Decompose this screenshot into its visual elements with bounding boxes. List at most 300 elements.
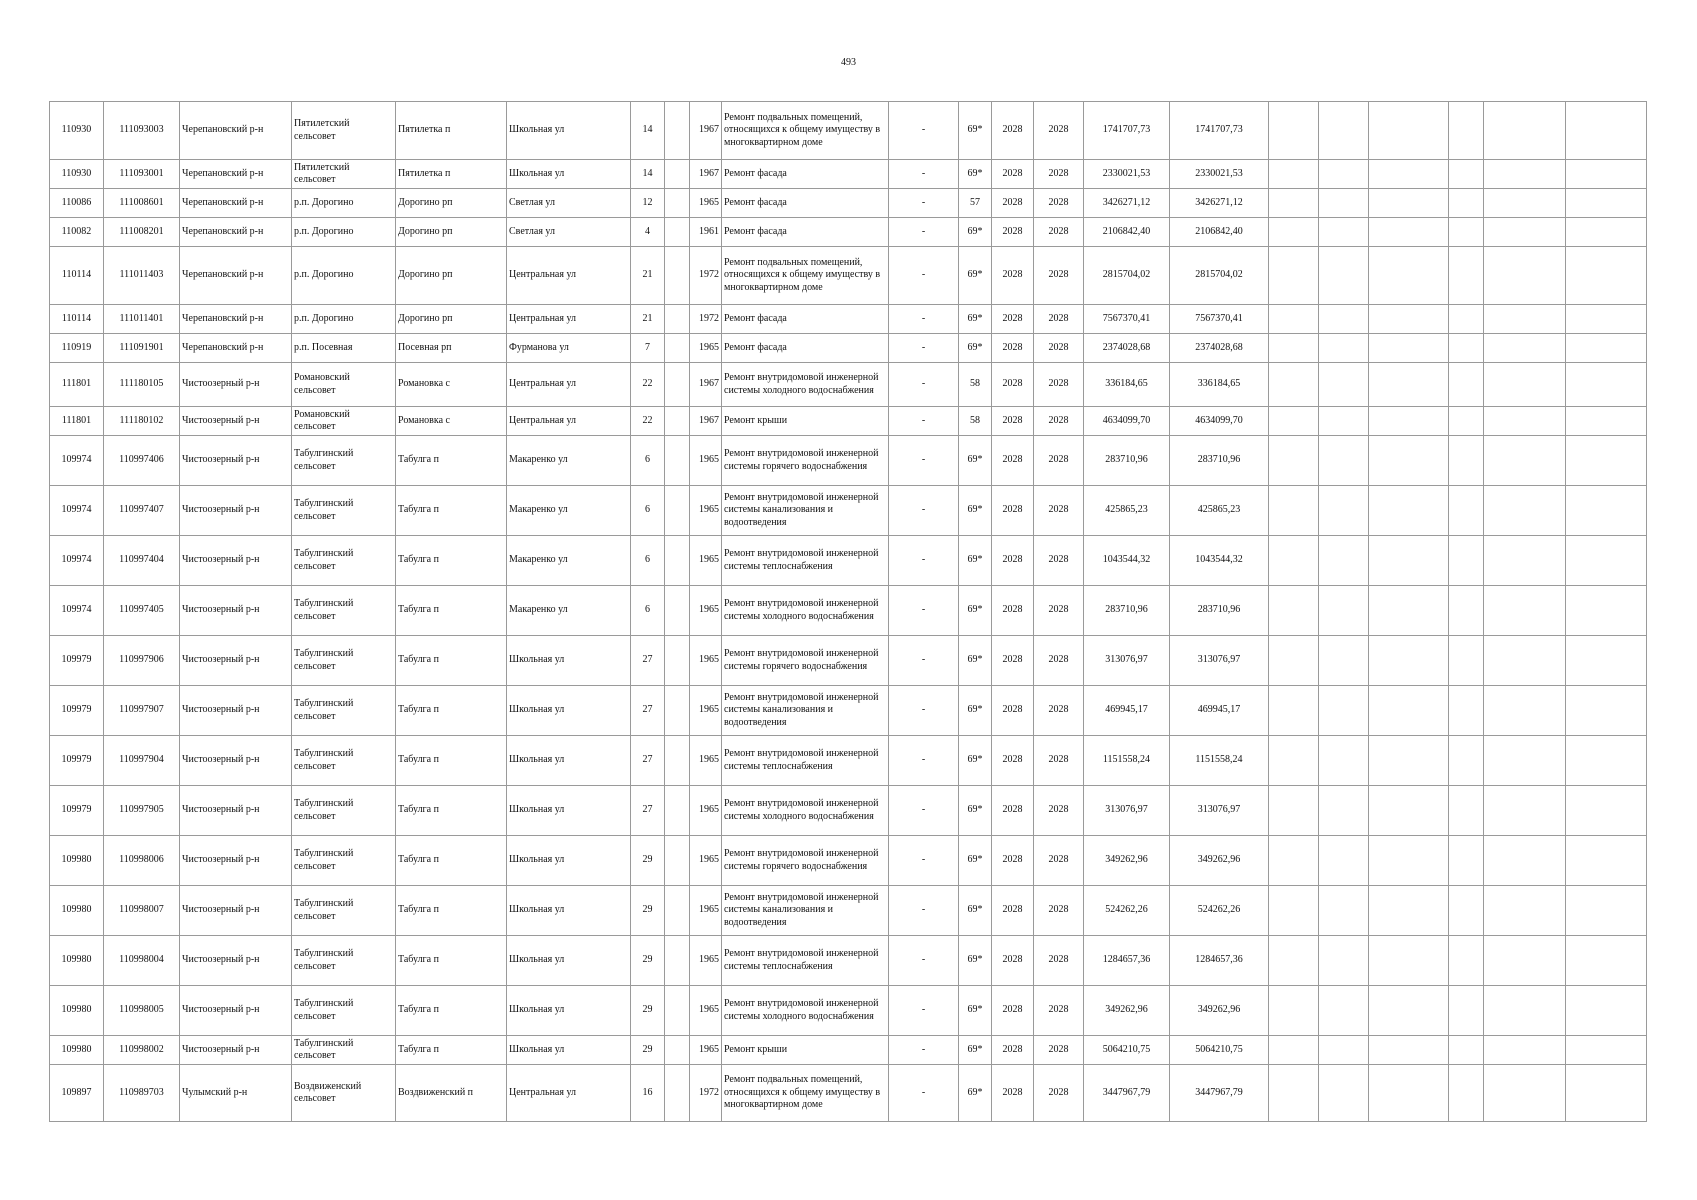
cell-work-id: 111093003 [104,102,180,160]
cell-cost-total: 283710,96 [1084,436,1170,486]
cell-locality: Табулга п [396,536,507,586]
cell-cost-fund: 3447967,79 [1170,1065,1269,1122]
cell-house-id: 110930 [50,160,104,189]
cell-street: Школьная ул [507,786,631,836]
cell-empty [1369,886,1449,936]
cell-locality: Дорогино рп [396,247,507,305]
cell-work-type: Ремонт внутридомовой инженерной системы холодного водоснабжения [722,986,889,1036]
cell-cost-total: 336184,65 [1084,363,1170,407]
cell-empty [1319,936,1369,986]
cell-house-number: 6 [631,586,665,636]
cell-cost-fund: 1151558,24 [1170,736,1269,786]
cell-empty [1484,986,1566,1036]
cell-house-number: 22 [631,407,665,436]
cell-empty [1484,936,1566,986]
cell-plan-year: 2028 [992,334,1034,363]
cell-cost-fund: 349262,96 [1170,836,1269,886]
cell-empty [1269,189,1319,218]
cell-street: Светлая ул [507,189,631,218]
cell-settlement: Табулгинский сельсовет [292,536,396,586]
cell-wear-percent: 57 [959,189,992,218]
cell-work-id: 110998002 [104,1036,180,1065]
cell-empty [1449,363,1484,407]
cell-building [665,936,690,986]
cell-street: Школьная ул [507,836,631,886]
cell-empty [1269,886,1319,936]
cell-empty [1566,160,1647,189]
cell-work-id: 110997404 [104,536,180,586]
cell-district: Чистоозерный р-н [180,636,292,686]
cell-finish-year: 2028 [1034,247,1084,305]
cell-empty [1449,1036,1484,1065]
cell-house-id: 109980 [50,836,104,886]
cell-col-dash: - [889,986,959,1036]
cell-house-id: 109974 [50,536,104,586]
cell-empty [1449,986,1484,1036]
cell-finish-year: 2028 [1034,218,1084,247]
cell-settlement: Пятилетский сельсовет [292,102,396,160]
cell-house-number: 27 [631,636,665,686]
table-row [50,736,1647,786]
cell-building [665,102,690,160]
cell-col-dash: - [889,1036,959,1065]
cell-finish-year: 2028 [1034,334,1084,363]
cell-finish-year: 2028 [1034,986,1084,1036]
cell-house-id: 109980 [50,986,104,1036]
cell-empty [1484,218,1566,247]
cell-empty [1566,836,1647,886]
table-row [50,160,1647,189]
cell-empty [1269,407,1319,436]
cell-empty [1484,1065,1566,1122]
cell-work-type: Ремонт подвальных помещений, относящихся к общему имуществу в многоквартирном доме [722,102,889,160]
cell-empty [1449,586,1484,636]
cell-empty [1449,102,1484,160]
cell-empty [1319,407,1369,436]
cell-wear-percent: 69* [959,102,992,160]
cell-work-id: 110997904 [104,736,180,786]
cell-col-dash: - [889,436,959,486]
cell-work-type: Ремонт фасада [722,189,889,218]
table-row [50,407,1647,436]
cell-house-number: 29 [631,1036,665,1065]
table-row [50,536,1647,586]
cell-settlement: Табулгинский сельсовет [292,486,396,536]
table-row [50,486,1647,536]
cell-finish-year: 2028 [1034,102,1084,160]
cell-year-built: 1965 [690,836,722,886]
cell-wear-percent: 69* [959,305,992,334]
cell-empty [1369,407,1449,436]
cell-house-number: 21 [631,247,665,305]
cell-col-dash: - [889,160,959,189]
cell-empty [1449,936,1484,986]
cell-finish-year: 2028 [1034,836,1084,886]
cell-settlement: р.п. Дорогино [292,218,396,247]
cell-work-type: Ремонт подвальных помещений, относящихся к общему имуществу в многоквартирном доме [722,247,889,305]
cell-year-built: 1965 [690,886,722,936]
cell-cost-fund: 5064210,75 [1170,1036,1269,1065]
cell-year-built: 1967 [690,363,722,407]
cell-empty [1484,1036,1566,1065]
cell-cost-fund: 2330021,53 [1170,160,1269,189]
cell-empty [1484,305,1566,334]
cell-building [665,636,690,686]
cell-year-built: 1965 [690,986,722,1036]
cell-empty [1484,102,1566,160]
cell-empty [1566,189,1647,218]
cell-wear-percent: 69* [959,836,992,886]
cell-locality: Табулга п [396,586,507,636]
cell-street: Центральная ул [507,305,631,334]
cell-work-id: 110997905 [104,786,180,836]
cell-locality: Романовка с [396,407,507,436]
cell-col-dash: - [889,836,959,886]
cell-locality: Дорогино рп [396,189,507,218]
table-row [50,636,1647,686]
cell-plan-year: 2028 [992,836,1034,886]
cell-building [665,786,690,836]
cell-empty [1449,160,1484,189]
cell-year-built: 1972 [690,1065,722,1122]
table-row [50,218,1647,247]
cell-empty [1319,486,1369,536]
cell-house-id: 109979 [50,636,104,686]
table-row [50,986,1647,1036]
cell-empty [1484,160,1566,189]
cell-settlement: Табулгинский сельсовет [292,636,396,686]
cell-empty [1269,736,1319,786]
table-row [50,305,1647,334]
cell-street: Центральная ул [507,363,631,407]
cell-settlement: Табулгинский сельсовет [292,936,396,986]
cell-empty [1449,636,1484,686]
cell-col-dash: - [889,736,959,786]
cell-empty [1484,736,1566,786]
cell-plan-year: 2028 [992,1065,1034,1122]
cell-empty [1269,363,1319,407]
cell-empty [1269,247,1319,305]
cell-work-id: 111011401 [104,305,180,334]
cell-work-id: 111180102 [104,407,180,436]
cell-house-number: 6 [631,436,665,486]
cell-empty [1369,160,1449,189]
cell-plan-year: 2028 [992,218,1034,247]
cell-locality: Посевная рп [396,334,507,363]
cell-work-id: 110989703 [104,1065,180,1122]
cell-house-number: 22 [631,363,665,407]
cell-house-id: 109979 [50,736,104,786]
cell-empty [1269,1036,1319,1065]
cell-cost-fund: 1043544,32 [1170,536,1269,586]
cell-cost-fund: 4634099,70 [1170,407,1269,436]
cell-plan-year: 2028 [992,102,1034,160]
cell-empty [1449,836,1484,886]
cell-col-dash: - [889,305,959,334]
cell-empty [1369,586,1449,636]
table-row [50,936,1647,986]
cell-district: Чистоозерный р-н [180,986,292,1036]
repair-register-table [49,101,1647,1122]
cell-plan-year: 2028 [992,636,1034,686]
cell-plan-year: 2028 [992,247,1034,305]
cell-finish-year: 2028 [1034,736,1084,786]
cell-district: Чистоозерный р-н [180,536,292,586]
cell-empty [1449,536,1484,586]
cell-settlement: Табулгинский сельсовет [292,736,396,786]
cell-col-dash: - [889,247,959,305]
cell-street: Школьная ул [507,160,631,189]
cell-locality: Пятилетка п [396,160,507,189]
cell-work-type: Ремонт крыши [722,1036,889,1065]
cell-house-number: 16 [631,1065,665,1122]
cell-empty [1319,636,1369,686]
cell-building [665,486,690,536]
cell-building [665,1065,690,1122]
cell-empty [1369,636,1449,686]
cell-cost-fund: 336184,65 [1170,363,1269,407]
table-row [50,586,1647,636]
cell-col-dash: - [889,486,959,536]
page-number: 493 [841,57,856,68]
cell-wear-percent: 69* [959,334,992,363]
cell-empty [1449,486,1484,536]
cell-cost-fund: 1284657,36 [1170,936,1269,986]
cell-building [665,736,690,786]
cell-empty [1449,189,1484,218]
cell-empty [1369,686,1449,736]
cell-empty [1484,407,1566,436]
cell-year-built: 1965 [690,686,722,736]
cell-finish-year: 2028 [1034,886,1084,936]
cell-street: Школьная ул [507,736,631,786]
cell-street: Школьная ул [507,986,631,1036]
cell-work-type: Ремонт внутридомовой инженерной системы горячего водоснабжения [722,436,889,486]
cell-house-id: 109974 [50,436,104,486]
cell-empty [1484,334,1566,363]
cell-locality: Табулга п [396,886,507,936]
cell-settlement: Романовский сельсовет [292,363,396,407]
cell-work-type: Ремонт фасада [722,334,889,363]
cell-plan-year: 2028 [992,407,1034,436]
cell-cost-fund: 7567370,41 [1170,305,1269,334]
cell-empty [1484,886,1566,936]
cell-wear-percent: 69* [959,247,992,305]
cell-finish-year: 2028 [1034,363,1084,407]
cell-wear-percent: 69* [959,636,992,686]
cell-locality: Дорогино рп [396,305,507,334]
cell-street: Центральная ул [507,247,631,305]
cell-work-type: Ремонт фасада [722,218,889,247]
cell-finish-year: 2028 [1034,189,1084,218]
cell-district: Черепановский р-н [180,334,292,363]
cell-house-id: 110930 [50,102,104,160]
cell-finish-year: 2028 [1034,686,1084,736]
cell-empty [1566,936,1647,986]
cell-plan-year: 2028 [992,736,1034,786]
cell-work-type: Ремонт фасада [722,305,889,334]
cell-house-id: 109979 [50,686,104,736]
cell-empty [1566,305,1647,334]
cell-locality: Пятилетка п [396,102,507,160]
cell-col-dash: - [889,102,959,160]
cell-year-built: 1965 [690,334,722,363]
cell-empty [1319,363,1369,407]
cell-empty [1269,586,1319,636]
cell-house-id: 111801 [50,407,104,436]
cell-work-id: 111011403 [104,247,180,305]
cell-cost-fund: 283710,96 [1170,436,1269,486]
cell-work-id: 111008601 [104,189,180,218]
cell-cost-fund: 2374028,68 [1170,334,1269,363]
table-row [50,836,1647,886]
cell-cost-total: 7567370,41 [1084,305,1170,334]
cell-district: Чистоозерный р-н [180,836,292,886]
cell-empty [1484,836,1566,886]
cell-finish-year: 2028 [1034,305,1084,334]
cell-empty [1449,218,1484,247]
cell-work-type: Ремонт внутридомовой инженерной системы канализования и водоотведения [722,886,889,936]
cell-wear-percent: 69* [959,936,992,986]
cell-wear-percent: 69* [959,886,992,936]
cell-building [665,436,690,486]
cell-building [665,586,690,636]
cell-house-id: 109979 [50,786,104,836]
cell-finish-year: 2028 [1034,586,1084,636]
cell-cost-total: 2330021,53 [1084,160,1170,189]
cell-settlement: Табулгинский сельсовет [292,986,396,1036]
cell-col-dash: - [889,786,959,836]
cell-cost-fund: 313076,97 [1170,786,1269,836]
cell-wear-percent: 69* [959,786,992,836]
cell-street: Макаренко ул [507,536,631,586]
cell-plan-year: 2028 [992,986,1034,1036]
cell-empty [1319,305,1369,334]
cell-finish-year: 2028 [1034,536,1084,586]
cell-empty [1269,334,1319,363]
cell-settlement: Табулгинский сельсовет [292,686,396,736]
cell-building [665,536,690,586]
cell-finish-year: 2028 [1034,160,1084,189]
cell-building [665,836,690,886]
cell-locality: Романовка с [396,363,507,407]
cell-house-number: 29 [631,886,665,936]
cell-building [665,218,690,247]
cell-cost-total: 4634099,70 [1084,407,1170,436]
cell-district: Черепановский р-н [180,247,292,305]
cell-cost-total: 524262,26 [1084,886,1170,936]
cell-district: Чистоозерный р-н [180,936,292,986]
cell-empty [1269,1065,1319,1122]
cell-house-number: 29 [631,836,665,886]
cell-cost-total: 313076,97 [1084,636,1170,686]
cell-house-number: 4 [631,218,665,247]
cell-house-number: 6 [631,536,665,586]
cell-empty [1319,586,1369,636]
cell-empty [1369,102,1449,160]
cell-plan-year: 2028 [992,1036,1034,1065]
cell-empty [1484,486,1566,536]
cell-empty [1319,247,1369,305]
cell-locality: Табулга п [396,1036,507,1065]
cell-col-dash: - [889,886,959,936]
cell-district: Чистоозерный р-н [180,363,292,407]
cell-empty [1484,363,1566,407]
cell-work-id: 110997407 [104,486,180,536]
cell-year-built: 1965 [690,736,722,786]
cell-house-id: 111801 [50,363,104,407]
cell-empty [1566,636,1647,686]
cell-empty [1269,686,1319,736]
cell-empty [1566,986,1647,1036]
cell-plan-year: 2028 [992,786,1034,836]
cell-work-type: Ремонт внутридомовой инженерной системы канализования и водоотведения [722,686,889,736]
table-row [50,1065,1647,1122]
cell-settlement: р.п. Дорогино [292,305,396,334]
cell-district: Черепановский р-н [180,160,292,189]
cell-finish-year: 2028 [1034,407,1084,436]
cell-empty [1566,536,1647,586]
cell-work-type: Ремонт внутридомовой инженерной системы горячего водоснабжения [722,636,889,686]
cell-work-id: 110998007 [104,886,180,936]
cell-cost-total: 1043544,32 [1084,536,1170,586]
cell-wear-percent: 58 [959,363,992,407]
cell-wear-percent: 69* [959,1036,992,1065]
cell-finish-year: 2028 [1034,936,1084,986]
cell-work-id: 111008201 [104,218,180,247]
cell-cost-total: 2106842,40 [1084,218,1170,247]
cell-col-dash: - [889,407,959,436]
cell-finish-year: 2028 [1034,1036,1084,1065]
cell-house-number: 27 [631,686,665,736]
cell-house-number: 14 [631,160,665,189]
cell-empty [1369,436,1449,486]
cell-locality: Дорогино рп [396,218,507,247]
cell-year-built: 1965 [690,786,722,836]
cell-district: Черепановский р-н [180,102,292,160]
cell-settlement: Табулгинский сельсовет [292,436,396,486]
cell-district: Чистоозерный р-н [180,736,292,786]
cell-empty [1566,786,1647,836]
cell-col-dash: - [889,189,959,218]
cell-wear-percent: 69* [959,160,992,189]
cell-cost-total: 283710,96 [1084,586,1170,636]
cell-work-id: 110997907 [104,686,180,736]
cell-house-number: 29 [631,936,665,986]
cell-empty [1484,586,1566,636]
cell-locality: Табулга п [396,936,507,986]
cell-year-built: 1965 [690,536,722,586]
cell-empty [1269,986,1319,1036]
cell-empty [1484,786,1566,836]
table-row [50,886,1647,936]
cell-empty [1566,247,1647,305]
cell-house-id: 109897 [50,1065,104,1122]
cell-empty [1566,102,1647,160]
cell-building [665,189,690,218]
cell-cost-fund: 313076,97 [1170,636,1269,686]
cell-empty [1319,218,1369,247]
cell-empty [1449,247,1484,305]
cell-empty [1319,536,1369,586]
cell-empty [1484,436,1566,486]
cell-empty [1369,936,1449,986]
cell-building [665,363,690,407]
cell-wear-percent: 69* [959,436,992,486]
cell-cost-fund: 425865,23 [1170,486,1269,536]
cell-cost-total: 469945,17 [1084,686,1170,736]
cell-empty [1484,686,1566,736]
